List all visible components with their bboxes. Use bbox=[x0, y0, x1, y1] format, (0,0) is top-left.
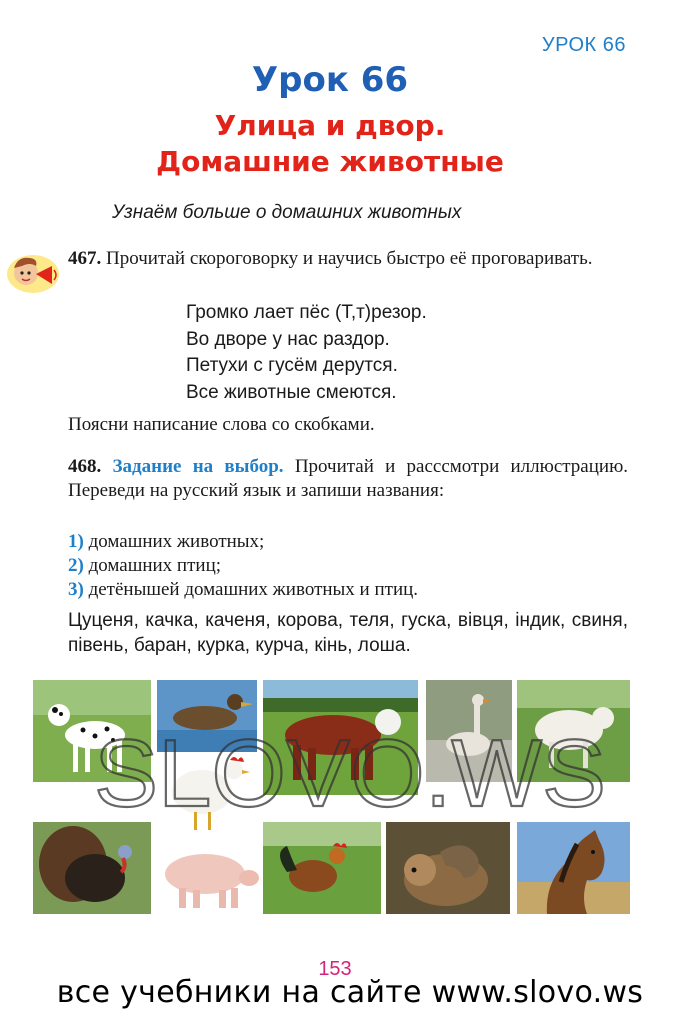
running-head: УРОК 66 bbox=[541, 34, 626, 56]
exercise-467-instruction bbox=[68, 247, 628, 271]
list-marker: 1) bbox=[68, 531, 84, 552]
list-marker: 2) bbox=[68, 555, 84, 576]
exercise-468-number: 468. bbox=[68, 456, 102, 477]
exercise-467-text: Прочитай скороговорку и научись быстро её проговаривать. bbox=[106, 248, 593, 269]
list-text: домашних птиц; bbox=[88, 555, 222, 576]
exercise-468-instruction bbox=[68, 455, 628, 503]
exercise-467-number: 467. bbox=[68, 248, 102, 269]
lesson-title: Урок 66 bbox=[251, 60, 409, 100]
tongue-twister bbox=[186, 300, 427, 406]
list-text: детёнышей домашних животных и птиц. bbox=[88, 579, 419, 600]
boy-megaphone-icon bbox=[6, 246, 60, 296]
horse-photo bbox=[517, 822, 630, 914]
turkey-photo bbox=[33, 822, 151, 914]
rooster-photo bbox=[263, 822, 381, 914]
watermark-text: SLOVO.WS bbox=[93, 722, 607, 822]
list-item bbox=[68, 530, 264, 554]
section-heading: Узнаём больше о домашних животных bbox=[112, 202, 462, 223]
ram-photo bbox=[386, 822, 510, 914]
exercise-467-follow-up: Поясни написание слова со скобками. bbox=[68, 414, 375, 435]
choice-task-label: Задание на выбор. bbox=[112, 456, 284, 477]
list-item bbox=[68, 578, 418, 602]
site-footer-banner: все учебники на сайте www.slovo.ws bbox=[56, 975, 644, 1010]
exercise-468-text: Прочитай и расссмотри иллюстрацию. Переведи на русский язык и запиши названия: bbox=[68, 456, 629, 501]
pig-photo bbox=[153, 836, 263, 912]
poem-line: Во дворе у нас раздор. bbox=[186, 328, 390, 350]
ukrainian-word-list: Цуценя, качка, каченя, корова, теля, гуска, вівця, індик, свиня, півень, баран, курка, курча, кінь, лоша. bbox=[68, 610, 628, 656]
poem-line: Все животные смеются. bbox=[186, 381, 397, 403]
list-marker: 3) bbox=[68, 579, 84, 600]
poem-line: Громко лает пёс (Т,т)резор. bbox=[186, 302, 427, 323]
lesson-subtitle-line2: Домашние животные bbox=[156, 145, 504, 178]
site-watermark bbox=[60, 722, 640, 822]
page-number: 153 bbox=[318, 958, 352, 980]
lesson-subtitle-line1: Улица и двор. bbox=[214, 109, 446, 142]
list-item bbox=[68, 554, 221, 578]
poem-line: Петухи с гусём дерутся. bbox=[186, 355, 398, 376]
list-text: домашних животных; bbox=[88, 531, 265, 552]
